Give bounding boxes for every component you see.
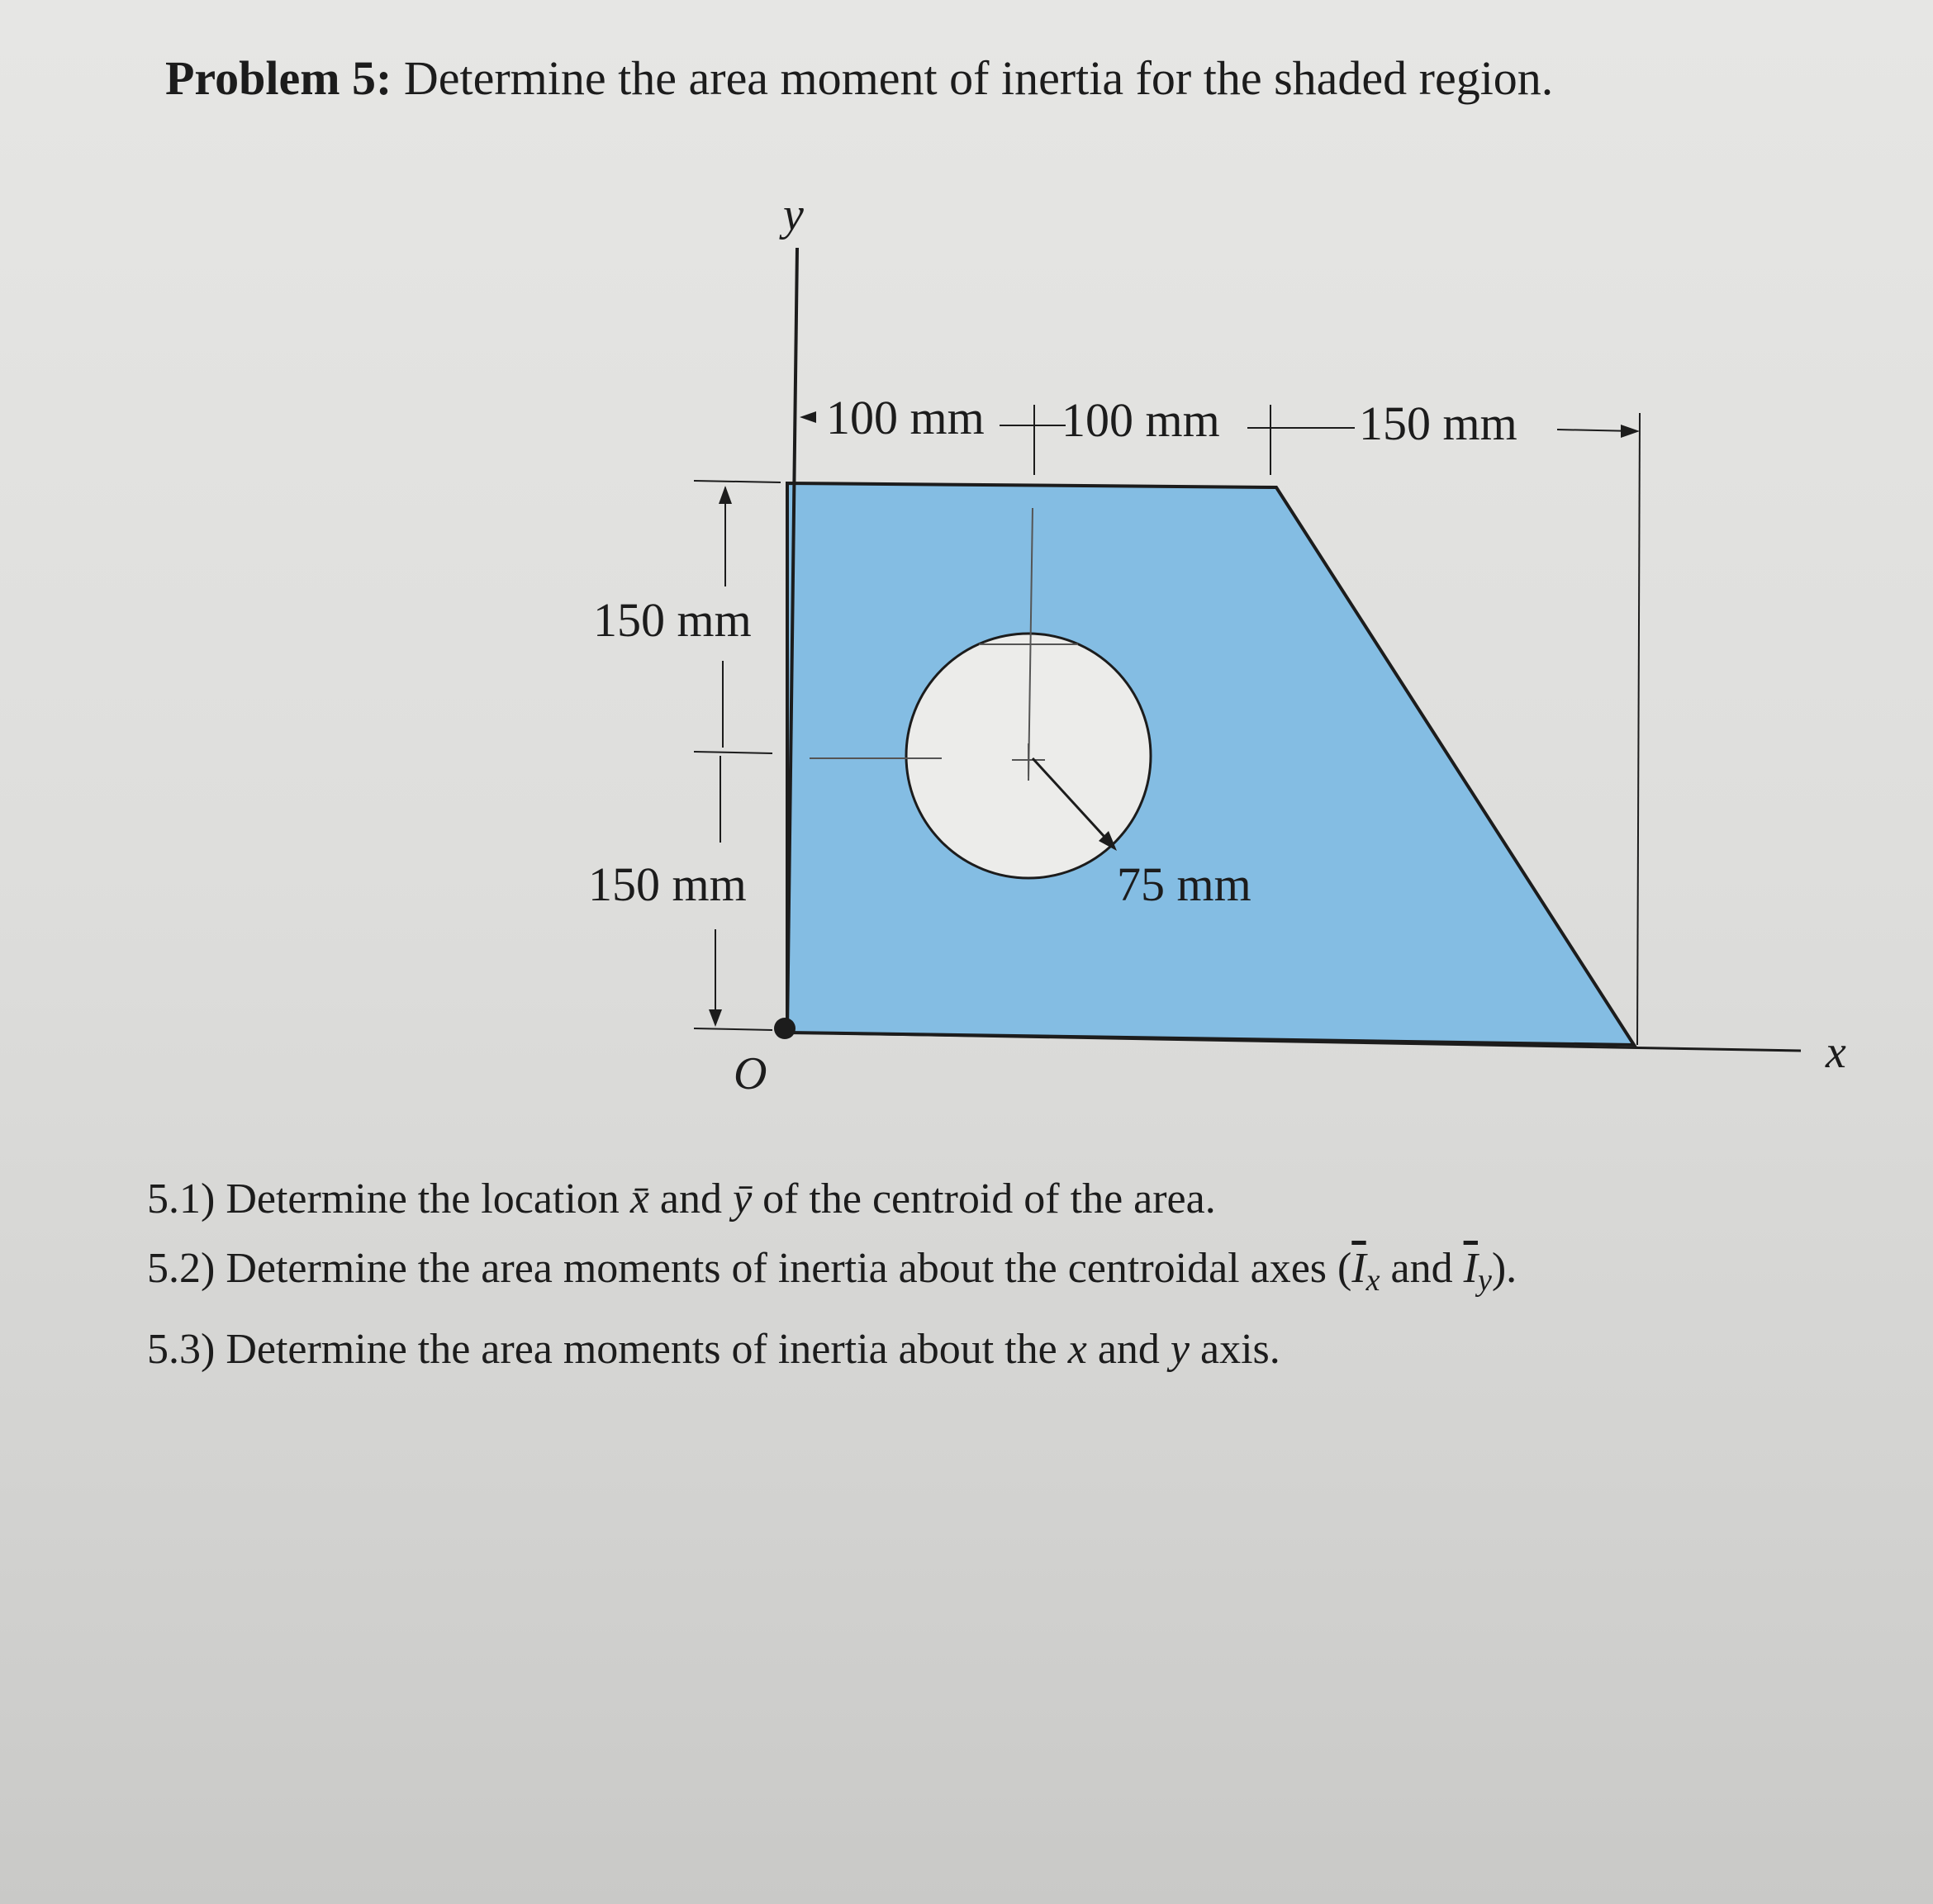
dim-radius: 75 mm (1117, 857, 1251, 911)
y-bar-symbol: ȳ (733, 1175, 753, 1223)
origin-label: O (734, 1048, 767, 1099)
right-extension-line (1637, 413, 1640, 1045)
question-text: axis. (1200, 1326, 1280, 1373)
left-arrow-top (719, 486, 732, 504)
problem-label: Problem 5: (165, 51, 392, 105)
question-text: Determine the location (226, 1175, 620, 1223)
question-number: 5.1) (147, 1175, 216, 1223)
x-axis-label: x (1826, 1027, 1846, 1078)
y-axis-label: y (783, 189, 804, 240)
question-text: of the centroid of the area. (762, 1175, 1216, 1223)
iy-symbol: $\overline{I}$ (1463, 1245, 1478, 1292)
dim-top-3: 150 mm (1359, 396, 1517, 450)
left-mid-extension (694, 752, 772, 753)
top-arrow-right (1621, 425, 1640, 438)
top-arrow-left-1 (800, 411, 816, 423)
question-text: and (659, 1175, 722, 1223)
y-symbol: y (1170, 1326, 1190, 1373)
left-bottom-extension (694, 1028, 772, 1030)
ix-subscript: x (1365, 1263, 1380, 1298)
left-top-extension (694, 481, 781, 482)
ix-symbol: $\overline{I}$ (1351, 1245, 1366, 1292)
question-text: Determine the area moments of inertia about the centroidal axes ( (226, 1245, 1352, 1292)
x-symbol: x (1067, 1326, 1087, 1373)
question-text: and (1097, 1326, 1160, 1373)
question-5-3 (147, 1315, 1517, 1384)
question-5-1 (147, 1165, 1517, 1234)
dim-left-upper: 150 mm (593, 593, 752, 647)
origin-dot (774, 1018, 796, 1039)
question-text: Determine the area moments of inertia about the (226, 1326, 1057, 1373)
question-text: and (1390, 1245, 1453, 1292)
iy-subscript: y (1477, 1263, 1492, 1298)
question-5-2 (147, 1234, 1517, 1315)
left-arrow-bottom (709, 1009, 722, 1027)
question-number: 5.3) (147, 1326, 216, 1373)
questions-list (147, 1165, 1517, 1384)
problem-statement: Determine the area moment of inertia for the shaded region. (403, 51, 1554, 105)
x-bar-symbol: x̄ (629, 1175, 649, 1223)
dim-left-lower: 150 mm (588, 857, 747, 911)
dim-top-2: 100 mm (1061, 393, 1220, 447)
question-number: 5.2) (147, 1245, 216, 1292)
question-text: ). (1491, 1245, 1517, 1292)
dim-top-1: 100 mm (826, 391, 985, 444)
